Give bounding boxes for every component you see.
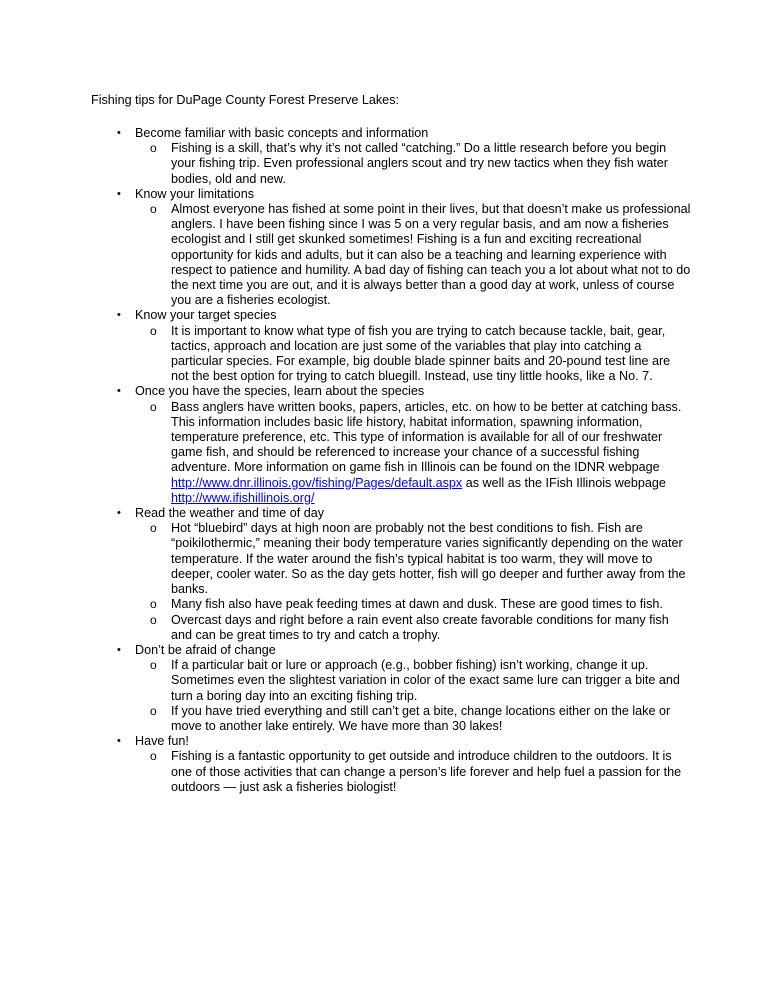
tip-detail [135,141,691,187]
sub-bullet-icon: o [150,141,157,156]
bullet-icon: • [117,385,121,398]
tip-heading: Read the weather and time of day [135,506,325,521]
tip-detail [135,749,691,795]
tip-detail-text: Fishing is a skill, that’s why it’s not called “catching.” Do a little research before you begin your fishing trip. Even professional anglers scout and try new tactics when they fish water bodies, old and new. [171,141,668,186]
bullet-icon: • [117,187,121,200]
tip-detail-text: It is important to know what type of fish you are trying to catch because tackle, bait, gear, tactics, approach and location are just some of the variables that play into catching a particular species. For example, big double blade spinner baits and 20-pound test line are not the best option for trying to catch bluegill. Instead, use tiny little hooks, like a No. 7. [171,323,671,384]
tip-details [135,141,691,187]
sub-bullet-icon: o [150,323,157,338]
tip-heading: Know your limitations [135,186,254,201]
bullet-icon: • [117,643,121,656]
sub-bullet-icon: o [150,749,157,764]
tip-heading: Become familiar with basic concepts and information [135,126,429,140]
tip-detail [135,658,691,704]
sub-bullet-icon: o [150,612,157,627]
sub-bullet-icon: o [150,703,157,718]
tip-detail [135,704,691,734]
tip-item [91,187,691,309]
bullet-icon: • [117,309,121,322]
sub-bullet-icon: o [150,202,157,217]
tip-detail-text: If a particular bait or lure or approach (e.g., bobber fishing) isn’t working, change it up. Sometimes even the slightest variation in color of the exact same lure can trigger a bite and turn a boring day into an exciting fishing trip. [171,658,680,703]
bullet-icon: • [117,127,121,139]
tip-item [91,384,691,506]
sub-bullet-icon: o [150,658,157,673]
tip-detail-text: Many fish also have peak feeding times at dawn and dusk. These are good times to fish. [171,597,663,612]
tip-detail-text: Hot “bluebird” days at high noon are probably not the best conditions to fish. Fish are “poikilothermic,” meaning their body temperature varies significantly depending on the water temperature. If the water around the fish’s typical habitat is too warm, they will move to deeper, cooler water. So as the day gets hotter, fish will go deeper and further away from the banks. [171,521,686,597]
tip-detail [135,521,691,597]
tip-heading: Don’t be afraid of change [135,642,276,657]
tip-detail [135,202,691,308]
tip-detail-text: If you have tried everything and still can’t get a bite, change locations either on the lake or move to another lake entirely. We have more than 30 lakes! [171,703,671,733]
tip-details [135,400,691,506]
tip-item [91,308,691,384]
tip-details [135,521,691,643]
ifish-illinois-link[interactable]: http://www.ifishillinois.org/ [171,490,315,505]
tip-detail [135,324,691,385]
tip-heading: Have fun! [135,734,189,749]
tip-detail [135,400,691,506]
tip-detail-text: Fishing is a fantastic opportunity to get outside and introduce children to the outdoors. It is one of those activities that can change a person’s life forever and help fuel a passion for the outdoors — just ask a fisheries biologist! [171,749,682,794]
tips-list [91,126,691,795]
sub-bullet-icon: o [150,597,157,612]
tip-details [135,658,691,734]
tip-detail-text-continued: as well as the IFish Illinois webpage [462,475,666,490]
sub-bullet-icon: o [150,399,157,414]
document-title: Fishing tips for DuPage County Forest Preserve Lakes: [91,93,399,107]
idnr-fishing-link[interactable]: http://www.dnr.illinois.gov/fishing/Pages/default.aspx [171,475,463,490]
tip-item [91,506,691,643]
tip-item [91,643,691,734]
tip-detail-text: Bass anglers have written books, papers, articles, etc. on how to be better at catching bass. This information includes basic life history, habitat information, spawning information, temperature preference, etc. This type of information is available for all of our freshwater game fish, and should be referenced to increase your chance of a successful fishing adventure. More information on game fish in Illinois can be found on the IDNR webpage [171,399,682,475]
tip-heading: Once you have the species, learn about the species [135,384,425,399]
tip-details [135,324,691,385]
sub-bullet-icon: o [150,521,157,536]
bullet-icon: • [117,507,121,520]
tip-detail-text: Almost everyone has fished at some point in their lives, but that doesn’t make us professional anglers. I have been fishing since I was 5 on a very regular basis, and am now a fisheries ecologist and I still get skunked sometimes! Fishing is a fun and exciting recreational opportunity for kids and adults, but it can also be a teaching and learning experience with respect to patience and humility. A bad day of fishing can teach you a lot about what not to do the next time you are out, and it is always better than a good day at work, unless of course you are a fisheries ecologist. [171,202,691,308]
tip-detail [135,613,691,643]
tip-heading: Know your target species [135,308,277,323]
tip-item [91,126,691,187]
tip-item [91,734,691,795]
tip-details [135,749,691,795]
bullet-icon: • [117,735,121,748]
tip-details [135,202,691,308]
tip-detail-text: Overcast days and right before a rain event also create favorable conditions for many fish and can be great times to try and catch a trophy. [171,612,669,642]
tip-detail [135,597,691,612]
